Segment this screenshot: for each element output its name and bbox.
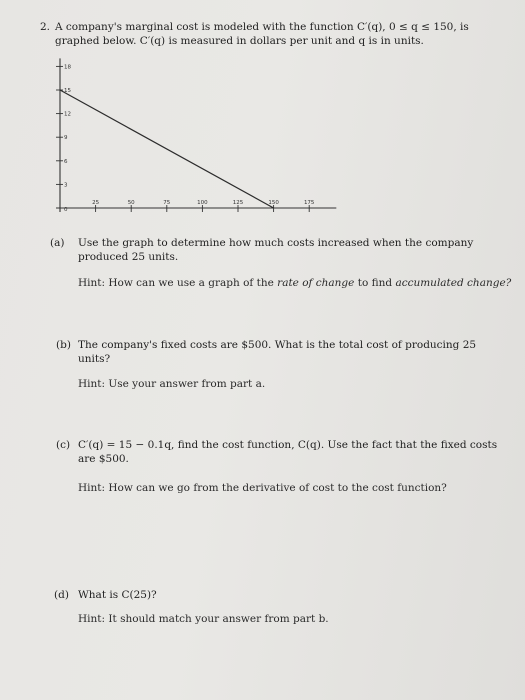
problem-number: 2. [40, 21, 51, 33]
part-c-label: (c) [56, 439, 71, 451]
part-a-hint-emphasis-rate: rate of change [277, 277, 355, 289]
x-tick-label: 25 [92, 200, 100, 206]
part-a-hint-emphasis-accumulated: accumulated change? [395, 277, 512, 289]
y-tick-label: 6 [64, 158, 68, 165]
y-tick-label: 9 [64, 135, 68, 142]
x-tick-label: 50 [127, 200, 135, 206]
part-c-line2: are $500. [78, 453, 129, 465]
part-a-hint-text-mid: to find [357, 277, 393, 289]
problem-intro-line2: graphed below. C′(q) is measured in dollars per unit and q is in units. [55, 35, 424, 47]
part-a-label: (a) [50, 237, 65, 249]
marginal-cost-line [60, 90, 274, 208]
x-tick-label: 125 [232, 200, 244, 206]
origin-label: 0 [64, 207, 68, 213]
part-c-hint: Hint: How can we go from the derivative of cost to the cost function? [78, 482, 447, 494]
part-a-hint [78, 276, 511, 290]
part-a-hint-text: Hint: How can we use a graph of the [78, 277, 274, 289]
part-a-line1: Use the graph to determine how much costs increased when the company [78, 237, 474, 249]
x-tick-label: 175 [303, 200, 315, 206]
problem-intro-line1: A company's marginal cost is modeled with the function C′(q), 0 ≤ q ≤ 150, is [55, 21, 469, 33]
y-tick-label: 3 [64, 182, 68, 189]
y-tick-label: 15 [64, 88, 71, 94]
marginal-cost-graph [0, 0, 525, 230]
part-b-line2: units? [78, 353, 111, 365]
part-d-hint: Hint: It should match your answer from part b. [78, 613, 329, 625]
x-tick-label: 100 [197, 200, 208, 206]
part-c-line1: C′(q) = 15 − 0.1q, find the cost function, C(q). Use the fact that the fixed costs [78, 439, 498, 451]
part-a-line2: produced 25 units. [78, 251, 179, 263]
part-b-line1: The company's fixed costs are $500. What is the total cost of producing 25 [78, 339, 477, 351]
part-d-label: (d) [54, 589, 69, 601]
part-b-hint: Hint: Use your answer from part a. [78, 378, 266, 390]
x-tick-label: 150 [268, 200, 279, 206]
y-tick-label: 18 [64, 64, 71, 71]
x-tick-label: 75 [163, 200, 171, 206]
part-d-line1: What is C(25)? [78, 589, 157, 601]
y-tick-label: 12 [64, 111, 71, 118]
part-b-label: (b) [56, 339, 71, 351]
